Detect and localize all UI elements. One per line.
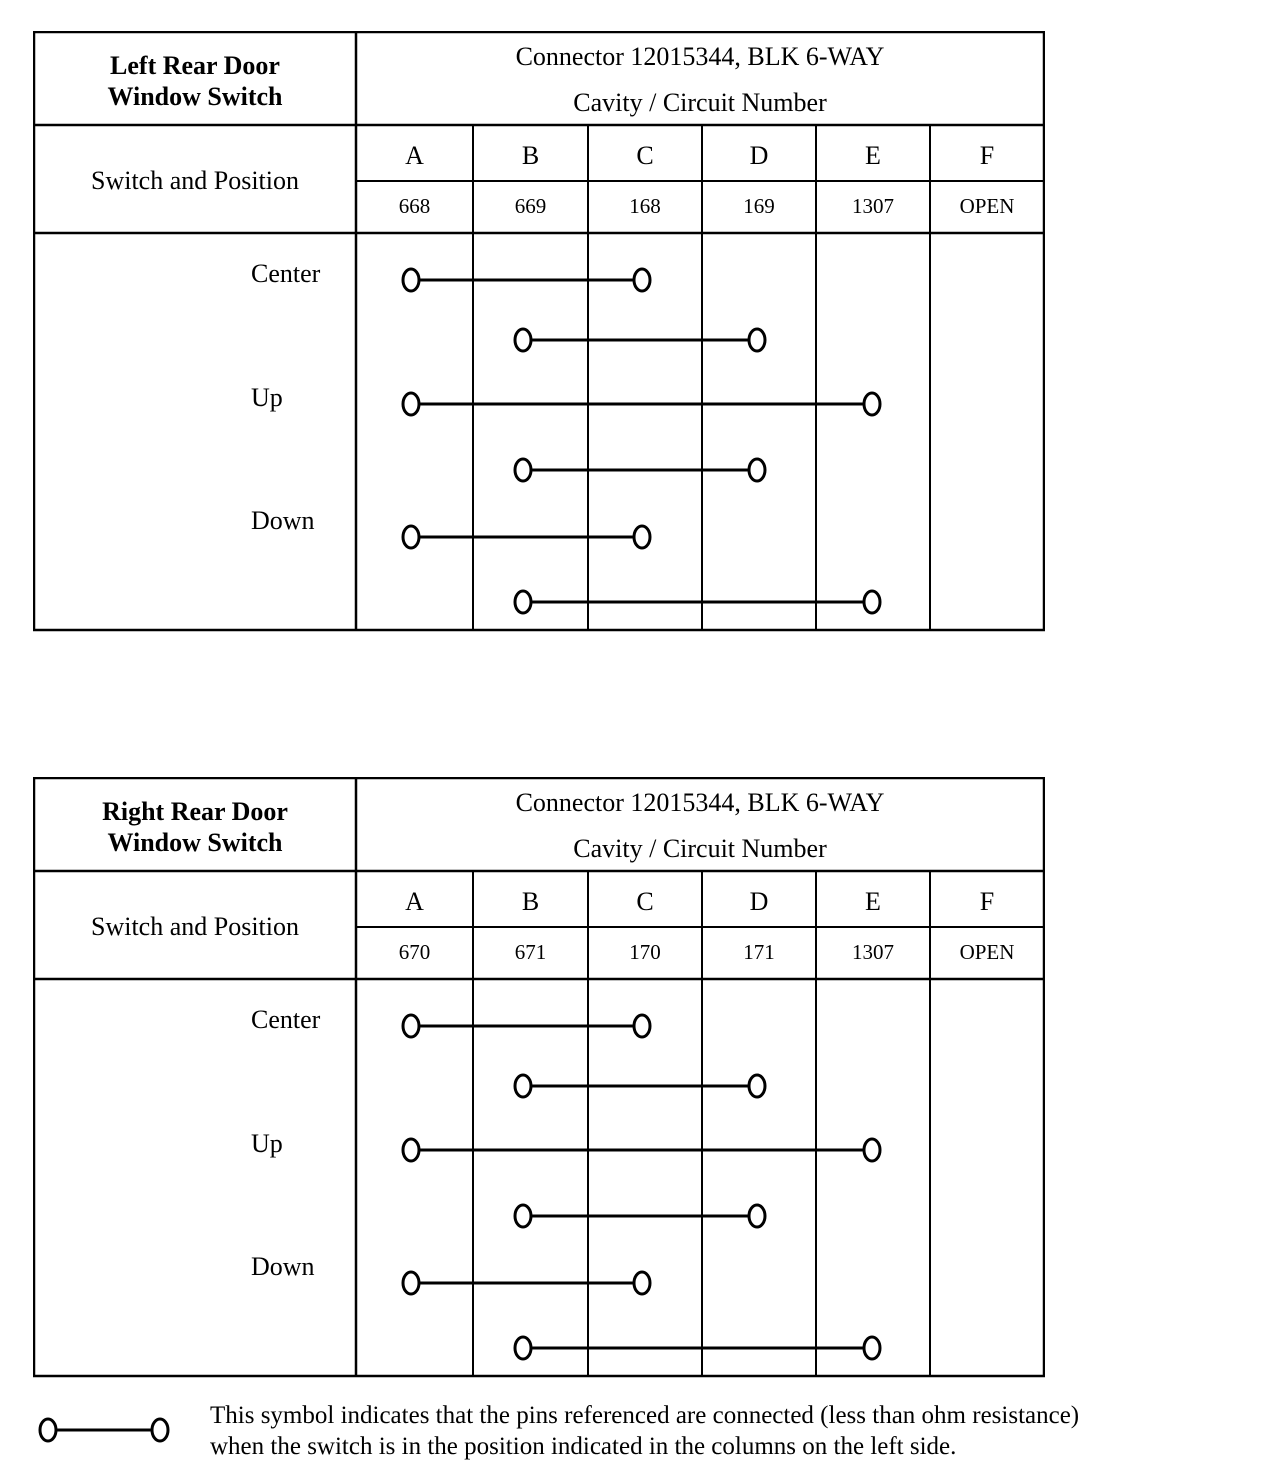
pin-circle-b: [515, 459, 531, 481]
pin-circle-a: [403, 1272, 419, 1294]
pin-circle-d: [749, 1075, 765, 1097]
circuit-number: 670: [398, 940, 431, 964]
cavity-letter: D: [749, 887, 769, 916]
switch-position-up: Up: [251, 383, 283, 412]
pin-circle-e: [864, 393, 880, 415]
cavity-letter: A: [405, 141, 424, 170]
connector-subtitle: Cavity / Circuit Number: [573, 88, 827, 117]
table-title-line-1: Right Rear Door: [102, 797, 288, 826]
circuit-number: 1307: [852, 940, 894, 964]
circuit-number: OPEN: [959, 940, 1015, 964]
table-title-line-1: Left Rear Door: [110, 51, 280, 80]
pin-circle-a: [403, 393, 419, 415]
pin-circle-d: [749, 1205, 765, 1227]
cavity-letter: B: [521, 887, 540, 916]
switch-position-down: Down: [251, 1252, 315, 1281]
cavity-letter: A: [405, 887, 424, 916]
pin-circle-a: [403, 526, 419, 548]
switch-position-down: Down: [251, 506, 315, 535]
switch-table-svg: [33, 31, 1045, 633]
pin-circle-b: [515, 1075, 531, 1097]
switch-position-center: Center: [251, 1005, 321, 1034]
circuit-number: 671: [514, 940, 547, 964]
pin-circle-e: [864, 1337, 880, 1359]
cavity-letter: B: [521, 141, 540, 170]
pin-circle-b: [515, 1337, 531, 1359]
pin-circle-e: [864, 591, 880, 613]
circuit-number: OPEN: [959, 194, 1015, 218]
circuit-number: 170: [629, 940, 661, 964]
pin-circle-c: [634, 269, 650, 291]
table-title-line-2: Window Switch: [107, 82, 283, 111]
circuit-number: 669: [514, 194, 547, 218]
cavity-letter: E: [865, 887, 881, 916]
cavity-letter: F: [979, 141, 995, 170]
pin-circle-b: [515, 1205, 531, 1227]
circuit-number: 668: [398, 194, 431, 218]
pin-circle-a: [403, 1139, 419, 1161]
circuit-number: 168: [629, 194, 661, 218]
cavity-letter: C: [636, 887, 654, 916]
cavity-letter: E: [865, 141, 881, 170]
connector-name: Connector 12015344, BLK 6-WAY: [515, 788, 885, 817]
legend-line-1: This symbol indicates that the pins referenced are connected (less than ohm resistance): [210, 1402, 1080, 1429]
switch-position-center: Center: [251, 259, 321, 288]
pin-circle-d: [749, 329, 765, 351]
legend-note: [210, 1400, 1079, 1462]
table-body: [34, 778, 1044, 1376]
circuit-number: 1307: [852, 194, 894, 218]
table-border: [34, 778, 1044, 1376]
switch-position-up: Up: [251, 1129, 283, 1158]
pin-circle-a: [403, 269, 419, 291]
table-title-line-2: Window Switch: [107, 828, 283, 857]
legend-line-2: when the switch is in the position indicated in the columns on the left side.: [210, 1433, 957, 1460]
switch-table-svg: [33, 777, 1045, 1379]
legend-pin-circle: [40, 1419, 56, 1441]
circuit-number: 171: [743, 940, 775, 964]
left-rear-door-switch-table: [33, 31, 1045, 633]
switch-position-label: Switch and Position: [90, 912, 300, 941]
cavity-letter: C: [636, 141, 654, 170]
pin-circle-b: [515, 329, 531, 351]
right-rear-door-switch-table: [33, 777, 1045, 1379]
pin-circle-b: [515, 591, 531, 613]
pin-circle-c: [634, 526, 650, 548]
table-border: [34, 32, 1044, 630]
connector-subtitle: Cavity / Circuit Number: [573, 834, 827, 863]
switch-position-label: Switch and Position: [90, 166, 300, 195]
table-body: [34, 32, 1044, 630]
cavity-letter: F: [979, 887, 995, 916]
pin-circle-a: [403, 1015, 419, 1037]
legend-pin-circle: [152, 1419, 168, 1441]
pin-circle-c: [634, 1015, 650, 1037]
pin-circle-e: [864, 1139, 880, 1161]
pin-circle-c: [634, 1272, 650, 1294]
cavity-letter: D: [749, 141, 769, 170]
circuit-number: 169: [743, 194, 775, 218]
pin-circle-d: [749, 459, 765, 481]
connector-name: Connector 12015344, BLK 6-WAY: [515, 42, 885, 71]
